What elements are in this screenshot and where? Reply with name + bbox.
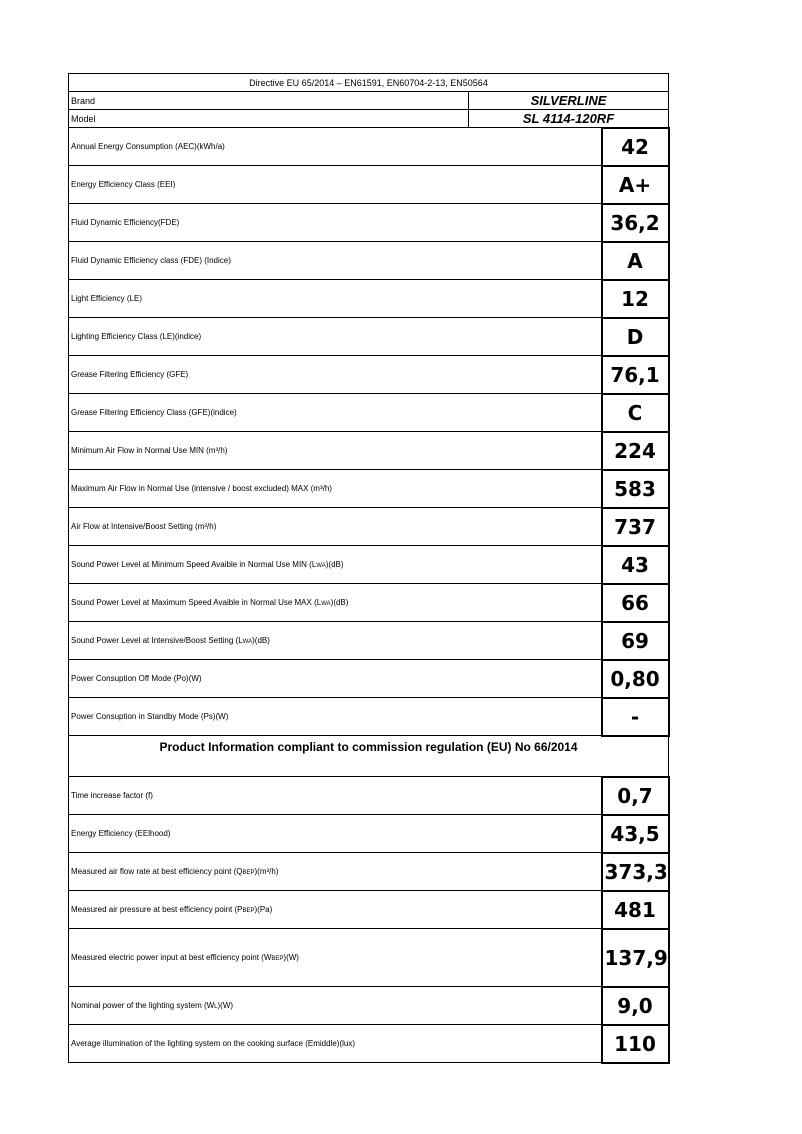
row-value: 43 xyxy=(602,546,669,584)
table-row xyxy=(69,987,669,1025)
model-row xyxy=(69,110,669,128)
row-label-subscript: L xyxy=(214,1004,218,1010)
model-value: SL 4114-120RF xyxy=(469,110,669,128)
row-value: C xyxy=(602,394,669,432)
row-label: Grease Filtering Efficiency Class (GFE)(indice) xyxy=(69,394,602,432)
row-value: 76,1 xyxy=(602,356,669,394)
row-label-subscript: WA xyxy=(321,601,331,607)
row-label xyxy=(69,853,602,891)
table-row xyxy=(69,432,669,470)
brand-row xyxy=(69,92,669,110)
row-value: 66 xyxy=(602,584,669,622)
brand-value: SILVERLINE xyxy=(469,92,669,110)
table-row xyxy=(69,777,669,815)
row-value: 0,80 xyxy=(602,660,669,698)
row-label: Air Flow at Intensive/Boost Setting (m³/h) xyxy=(69,508,602,546)
row-value: 69 xyxy=(602,622,669,660)
row-label-text: Sound Power Level at Intensive/Boost Setting (L xyxy=(71,636,243,645)
energy-rows xyxy=(69,128,669,736)
table-row xyxy=(69,470,669,508)
row-label: Grease Filtering Efficiency (GFE) xyxy=(69,356,602,394)
row-value: 110 xyxy=(602,1025,669,1063)
row-value: 224 xyxy=(602,432,669,470)
table-row xyxy=(69,622,669,660)
row-label-unit: )(W) xyxy=(283,953,299,962)
row-value: 737 xyxy=(602,508,669,546)
regulation-rows xyxy=(69,777,669,1063)
table-row xyxy=(69,356,669,394)
table-row xyxy=(69,166,669,204)
row-label-text: Measured air flow rate at best efficiency point (Q xyxy=(71,867,243,876)
directive-text: Directive EU 65/2014 – EN61591, EN60704-2-13, EN50564 xyxy=(69,74,669,92)
row-value: 36,2 xyxy=(602,204,669,242)
row-label-text: Measured air pressure at best efficiency point (P xyxy=(71,905,243,914)
row-label xyxy=(69,622,602,660)
row-label: Energy Efficiency Class (EEI) xyxy=(69,166,602,204)
row-label: Maximum Air Flow in Normal Use (intensive / boost excluded) MAX (m³/h) xyxy=(69,470,602,508)
row-value: 373,3 xyxy=(602,853,669,891)
table-row xyxy=(69,508,669,546)
row-label-unit: )(W) xyxy=(217,1001,234,1010)
row-value: 43,5 xyxy=(602,815,669,853)
section-row xyxy=(69,736,669,777)
table-row xyxy=(69,280,669,318)
row-value: 12 xyxy=(602,280,669,318)
table-row xyxy=(69,318,669,356)
row-label: Time increase factor (f) xyxy=(69,777,602,815)
row-value: 42 xyxy=(602,128,669,166)
row-label-unit: )(dB) xyxy=(325,560,344,569)
table-row xyxy=(69,242,669,280)
row-label: Lighting Efficiency Class (LE)(indice) xyxy=(69,318,602,356)
table-row xyxy=(69,660,669,698)
directive-row xyxy=(69,74,669,92)
row-label: Average illumination of the lighting system on the cooking surface (Emiddle)(lux) xyxy=(69,1025,602,1063)
model-label: Model xyxy=(69,110,469,128)
row-label: Fluid Dynamic Efficiency class (FDE) (Indice) xyxy=(69,242,602,280)
row-label-text: Sound Power Level at Minimum Speed Avaible in Normal Use MIN (L xyxy=(71,560,317,569)
row-label-text: Nominal power of the lighting system (W xyxy=(71,1001,215,1010)
row-label xyxy=(69,546,602,584)
row-label-unit: )(dB) xyxy=(330,598,349,607)
row-label-unit: )(Pa) xyxy=(254,905,273,914)
row-value: 583 xyxy=(602,470,669,508)
row-value: A xyxy=(602,242,669,280)
row-label: Light Efficiency (LE) xyxy=(69,280,602,318)
row-label: Power Consuption Off Mode (Po)(W) xyxy=(69,660,602,698)
row-label-text: Sound Power Level at Maximum Speed Avaible in Normal Use MAX (L xyxy=(71,598,322,607)
product-data-sheet xyxy=(68,73,668,1064)
row-label-unit: )(dB) xyxy=(252,636,270,645)
table-row xyxy=(69,584,669,622)
table-row xyxy=(69,546,669,584)
row-label xyxy=(69,891,602,929)
table-row xyxy=(69,1025,669,1063)
row-label xyxy=(69,987,602,1025)
table-row xyxy=(69,853,669,891)
row-label: Power Consuption in Standby Mode (Ps)(W) xyxy=(69,698,602,736)
row-value: 481 xyxy=(602,891,669,929)
row-label: Energy Efficiency (EElhood) xyxy=(69,815,602,853)
brand-label: Brand xyxy=(69,92,469,110)
table-row xyxy=(69,128,669,166)
row-label-subscript: BEP xyxy=(271,956,284,962)
table-row xyxy=(69,204,669,242)
row-label xyxy=(69,584,602,622)
table-row xyxy=(69,394,669,432)
table-row xyxy=(69,891,669,929)
table-row xyxy=(69,698,669,736)
row-label: Fluid Dynamic Efficiency(FDE) xyxy=(69,204,602,242)
row-label-subscript: WA xyxy=(242,639,253,645)
row-value: 9,0 xyxy=(602,987,669,1025)
row-value: D xyxy=(602,318,669,356)
section-title: Product Information compliant to commission regulation (EU) No 66/2014 xyxy=(69,736,669,777)
row-label: Annual Energy Consumption (AEC)(kWh/a) xyxy=(69,128,602,166)
row-value: - xyxy=(602,698,669,736)
row-label-text: Measured electric power input at best efficiency point (W xyxy=(71,953,272,962)
row-label: Minimum Air Flow in Normal Use MIN (m³/h) xyxy=(69,432,602,470)
product-info-table xyxy=(68,73,670,1064)
table-row xyxy=(69,929,669,987)
row-label-subscript: BEP xyxy=(242,908,255,914)
row-value: 0,7 xyxy=(602,777,669,815)
table-row xyxy=(69,815,669,853)
row-label-subscript: BEP xyxy=(242,870,255,876)
row-value: 137,9 xyxy=(602,929,669,987)
row-value: A+ xyxy=(602,166,669,204)
row-label-unit: )(m³/h) xyxy=(254,867,279,876)
row-label-subscript: WA xyxy=(316,563,326,569)
row-label xyxy=(69,929,602,987)
